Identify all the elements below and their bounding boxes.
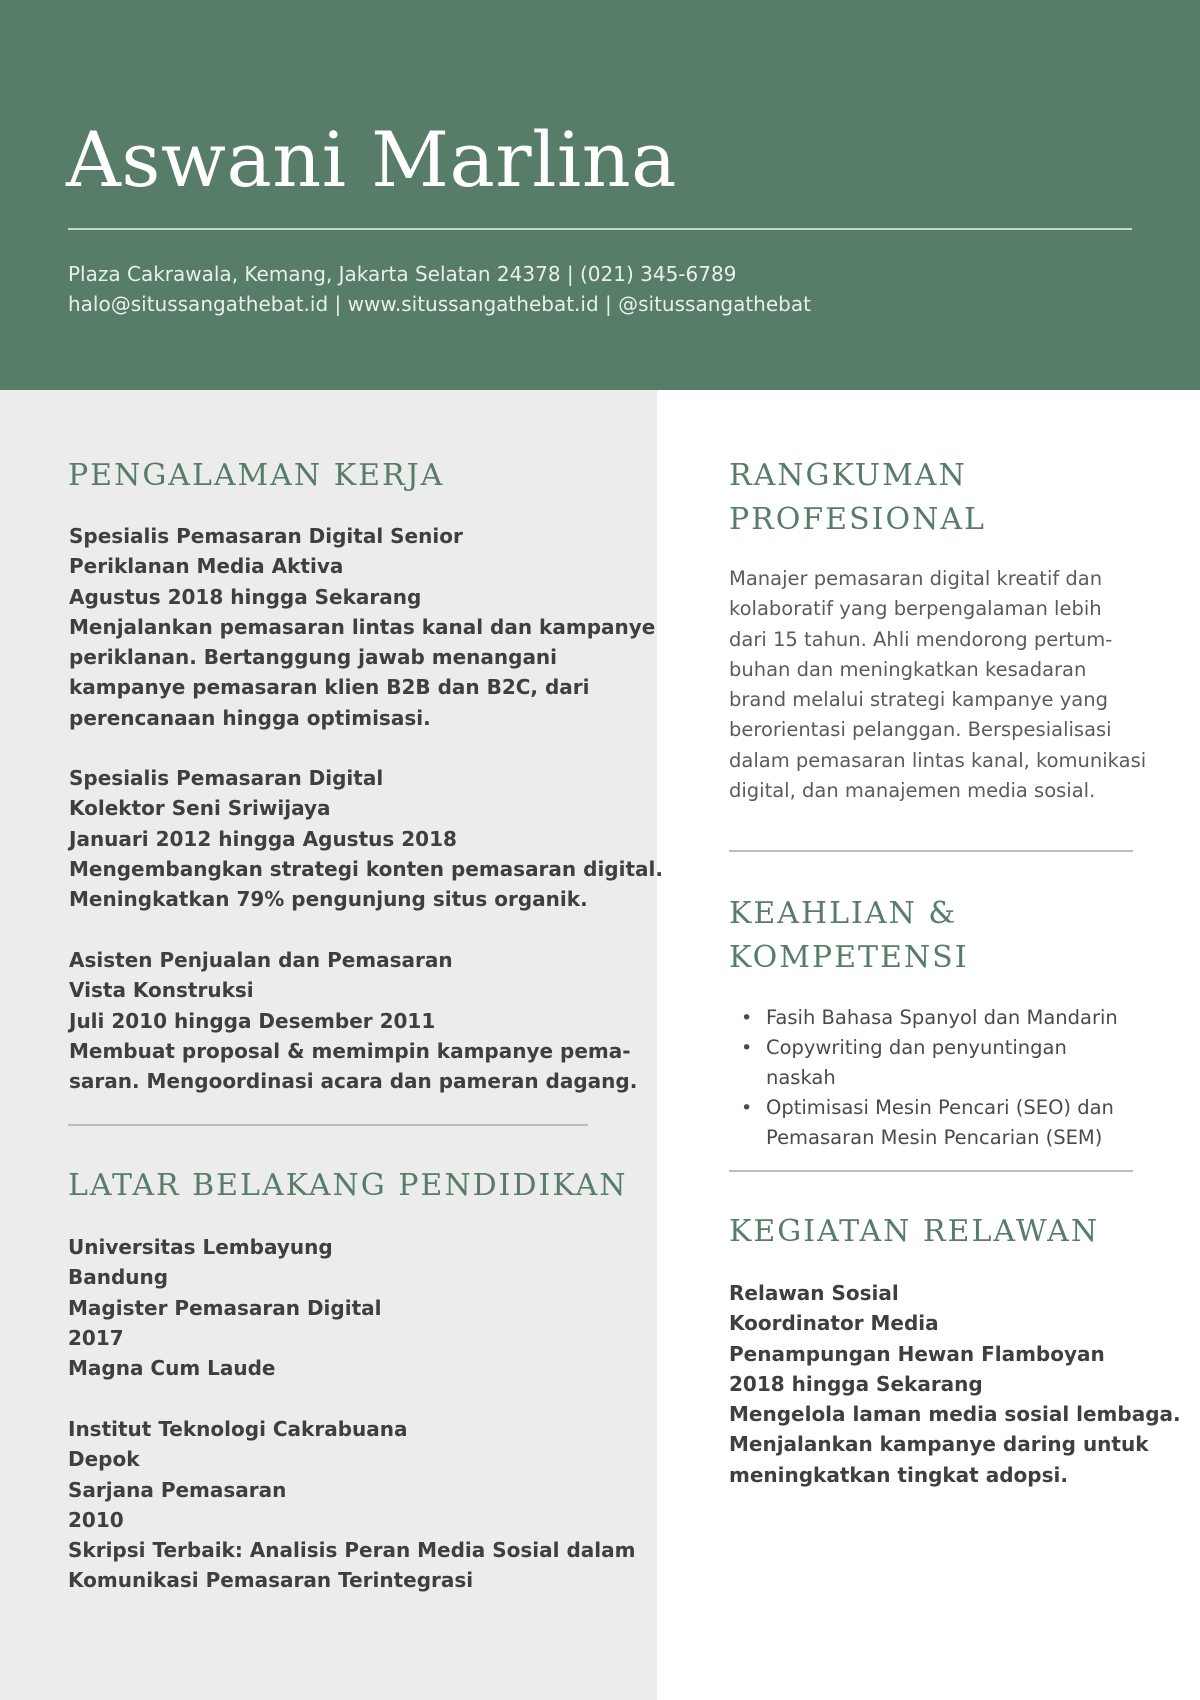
resume-header bbox=[0, 0, 1200, 390]
education-title: LATAR BELAKANG PENDIDIKAN bbox=[68, 1168, 628, 1203]
volunteer-entry bbox=[729, 1278, 1181, 1490]
experience-title: PENGALAMAN KERJA bbox=[68, 458, 445, 493]
skill-text: Copywriting dan penyuntingan bbox=[766, 1036, 1067, 1059]
skill-text: Optimisasi Mesin Pencari (SEO) dan bbox=[766, 1096, 1114, 1119]
candidate-name: Aswani Marlina bbox=[66, 115, 677, 204]
school-name: Universitas Lembayung bbox=[68, 1235, 333, 1259]
job-position: Spesialis Pemasaran Digital bbox=[69, 766, 384, 790]
school-degree: Sarjana Pemasaran bbox=[68, 1477, 287, 1502]
summary-text bbox=[729, 564, 1146, 806]
job-description-line: Menjalankan pemasaran lintas kanal dan kampanye bbox=[69, 614, 656, 639]
job-description-line: Membuat proposal & memimpin kampanye pema- bbox=[69, 1038, 631, 1063]
contact-email-web-social: halo@situssangathebat.id | www.situssangathebat.id | @situssangathebat bbox=[68, 292, 811, 316]
job-description-line: periklanan. Bertanggung jawab menangani bbox=[69, 645, 558, 670]
volunteer-description-line: Menjalankan kampanye daring untuk bbox=[729, 1432, 1149, 1457]
school-thesis-line: Komunikasi Pemasaran Terintegrasi bbox=[68, 1568, 474, 1593]
contact-address-phone: Plaza Cakrawala, Kemang, Jakarta Selatan 24378 | (021) 345-6789 bbox=[68, 262, 737, 286]
experience-job-2 bbox=[69, 763, 663, 914]
skills-list bbox=[741, 1003, 1118, 1153]
skill-item bbox=[741, 1093, 1118, 1153]
volunteer-description-line: Mengelola laman media sosial lembaga. bbox=[729, 1402, 1181, 1427]
summary-title-line: RANGKUMAN bbox=[729, 458, 967, 493]
education-entry-1 bbox=[68, 1232, 382, 1383]
volunteer-organization: Penampungan Hewan Flamboyan bbox=[729, 1341, 1105, 1366]
bullet-icon: • bbox=[741, 1007, 753, 1029]
skill-item bbox=[741, 1003, 1118, 1033]
experience-divider bbox=[68, 1124, 588, 1126]
summary-line: Manajer pemasaran digital kreatif dan bbox=[729, 567, 1103, 590]
skill-text: naskah bbox=[766, 1066, 836, 1089]
school-degree: Magister Pemasaran Digital bbox=[68, 1295, 382, 1320]
volunteer-title: KEGIATAN RELAWAN bbox=[729, 1214, 1100, 1249]
summary-line: berorientasi pelanggan. Berspesialisasi bbox=[729, 718, 1112, 742]
school-year: 2010 bbox=[68, 1507, 124, 1532]
job-company: Vista Konstruksi bbox=[69, 978, 254, 1003]
job-position: Spesialis Pemasaran Digital Senior bbox=[69, 524, 463, 548]
school-city: Bandung bbox=[68, 1265, 169, 1290]
experience-job-1 bbox=[69, 521, 655, 733]
experience-job-3 bbox=[69, 945, 637, 1096]
header-divider bbox=[68, 228, 1132, 230]
volunteer-description-line: meningkatkan tingkat adopsi. bbox=[729, 1462, 1068, 1487]
skill-text: Pemasaran Mesin Pencarian (SEM) bbox=[766, 1126, 1103, 1149]
summary-line: brand melalui strategi kampanye yang bbox=[729, 688, 1108, 712]
summary-line: dalam pemasaran lintas kanal, komunikasi bbox=[729, 748, 1147, 772]
job-position: Asisten Penjualan dan Pemasaran bbox=[69, 948, 453, 972]
job-description-line: Mengembangkan strategi konten pemasaran digital. bbox=[69, 856, 663, 881]
summary-line: buhan dan meningkatkan kesadaran bbox=[729, 657, 1087, 681]
skills-title-line: KEAHLIAN & bbox=[729, 896, 958, 931]
job-period: Januari 2012 hingga Agustus 2018 bbox=[69, 826, 457, 851]
bullet-icon: • bbox=[741, 1037, 753, 1059]
volunteer-position: Koordinator Media bbox=[729, 1311, 939, 1336]
bullet-icon: • bbox=[741, 1097, 753, 1119]
skill-text: Fasih Bahasa Spanyol dan Mandarin bbox=[766, 1006, 1118, 1029]
summary-title bbox=[729, 454, 986, 542]
school-name: Institut Teknologi Cakrabuana bbox=[68, 1417, 408, 1441]
job-period: Agustus 2018 hingga Sekarang bbox=[69, 584, 422, 609]
school-honor: Magna Cum Laude bbox=[68, 1356, 276, 1381]
school-year: 2017 bbox=[68, 1325, 124, 1350]
volunteer-period: 2018 hingga Sekarang bbox=[729, 1371, 983, 1396]
job-description-line: saran. Mengoordinasi acara dan pameran dagang. bbox=[69, 1069, 638, 1094]
job-description-line: kampanye pemasaran klien B2B dan B2C, dari bbox=[69, 675, 590, 700]
job-description-line: perencanaan hingga optimisasi. bbox=[69, 705, 431, 730]
skill-item bbox=[741, 1033, 1118, 1093]
job-period: Juli 2010 hingga Desember 2011 bbox=[69, 1008, 436, 1033]
education-entry-2 bbox=[68, 1414, 635, 1596]
summary-line: kolaboratif yang berpengalaman lebih bbox=[729, 597, 1102, 621]
summary-line: digital, dan manajemen media sosial. bbox=[729, 779, 1096, 803]
skills-divider bbox=[729, 1170, 1133, 1172]
summary-divider bbox=[729, 850, 1133, 852]
school-city: Depok bbox=[68, 1447, 140, 1472]
school-thesis-line: Skripsi Terbaik: Analisis Peran Media Sosial dalam bbox=[68, 1538, 636, 1563]
skills-title-line: KOMPETENSI bbox=[729, 940, 969, 975]
job-description-line: Meningkatkan 79% pengunjung situs organik. bbox=[69, 887, 588, 912]
skills-title bbox=[729, 892, 969, 980]
summary-title-line: PROFESIONAL bbox=[729, 502, 986, 537]
volunteer-role: Relawan Sosial bbox=[729, 1281, 899, 1305]
job-company: Kolektor Seni Sriwijaya bbox=[69, 796, 331, 821]
summary-line: dari 15 tahun. Ahli mendorong pertum- bbox=[729, 627, 1113, 651]
job-company: Periklanan Media Aktiva bbox=[69, 554, 344, 579]
